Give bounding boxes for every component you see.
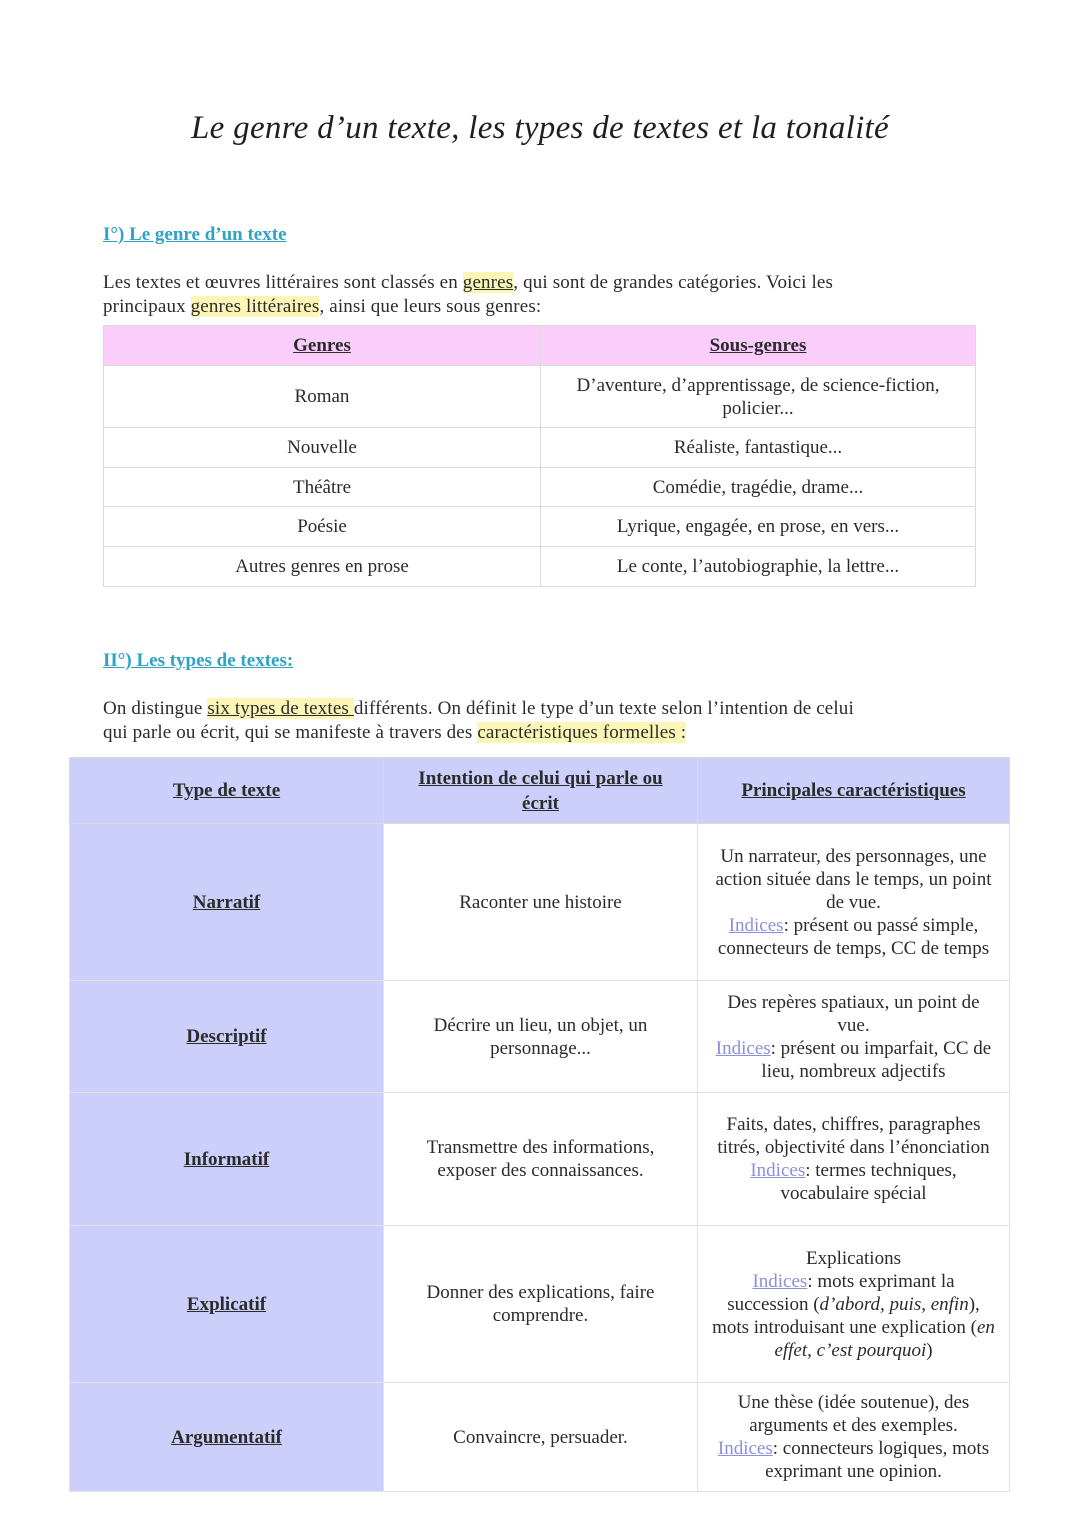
- intention-cell: Décrire un lieu, un objet, un personnage...: [384, 981, 698, 1093]
- type-label: Descriptif: [186, 1026, 267, 1047]
- caracteristiques-lead: Explications: [806, 1247, 901, 1269]
- sous-genres-cell: Lyrique, engagée, en prose, en vers...: [541, 507, 976, 547]
- types-table: [69, 757, 1010, 1492]
- highlight-genres: genres: [462, 272, 514, 293]
- highlight-genres-litteraires: genres littéraires: [190, 296, 320, 317]
- indices-text: ), mots introduisant une explication (: [712, 1293, 980, 1338]
- intro-text: principaux: [103, 296, 191, 317]
- types-intro-paragraph: [103, 697, 854, 745]
- indices-example: d’abord, puis, enfin: [819, 1293, 969, 1315]
- table-row: [70, 981, 1010, 1093]
- genres-table-header-row: [104, 326, 976, 366]
- indices-line: [710, 1270, 997, 1362]
- table-row: [104, 428, 976, 468]
- intention-cell: Raconter une histoire: [384, 824, 698, 981]
- column-header-type: Type de texte: [70, 758, 384, 824]
- indices-label: Indices: [728, 914, 784, 936]
- intro-text: , ainsi que leurs sous genres:: [319, 296, 542, 317]
- table-row: [104, 547, 976, 587]
- type-label: Explicatif: [186, 1293, 267, 1315]
- caracteristiques-cell: [698, 1383, 1010, 1492]
- genres-table-body: [104, 366, 976, 587]
- indices-line: [710, 914, 997, 960]
- highlight-caracteristiques: caractéristiques formelles :: [477, 722, 687, 743]
- caracteristiques-lead: Faits, dates, chiffres, paragraphes titrés, objectivité dans l’énonciation: [717, 1114, 990, 1158]
- intro-text: , qui sont de grandes catégories. Voici les: [513, 272, 834, 293]
- indices-line: [710, 1037, 997, 1083]
- column-header-sous-genres: Sous-genres: [541, 326, 976, 366]
- section-heading-genre: I°) Le genre d’un texte: [103, 224, 287, 245]
- indices-line: [710, 1437, 997, 1483]
- table-row: [70, 1093, 1010, 1226]
- intention-cell: Donner des explications, faire comprendre.: [384, 1226, 698, 1383]
- table-row: [70, 1226, 1010, 1383]
- caracteristiques-cell: [698, 981, 1010, 1093]
- type-cell: [70, 1383, 384, 1492]
- column-header-genres: Genres: [104, 326, 541, 366]
- intention-cell: Convaincre, persuader.: [384, 1383, 698, 1492]
- indices-text: : présent ou imparfait, CC de lieu, nombreux adjectifs: [761, 1037, 992, 1082]
- intro-text: qui parle ou écrit, qui se manifeste à travers des: [103, 722, 478, 743]
- type-label: Argumentatif: [171, 1426, 282, 1448]
- caracteristiques-lead: Des repères spatiaux, un point de vue.: [727, 991, 980, 1036]
- intro-text: différents. On définit le type d’un texte selon l’intention de celui: [353, 698, 854, 719]
- indices-text: : mots exprimant la succession (: [727, 1270, 955, 1315]
- genres-table-head: [104, 326, 976, 366]
- table-row: [104, 366, 976, 428]
- type-label: Informatif: [183, 1148, 270, 1170]
- type-cell: [70, 824, 384, 981]
- indices-text: ): [926, 1339, 933, 1361]
- indices-label: Indices: [715, 1037, 771, 1059]
- sous-genres-cell: D’aventure, d’apprentissage, de science-fiction, policier...: [541, 366, 976, 428]
- indices-text: : présent ou passé simple, connecteurs de temps, CC de temps: [717, 914, 990, 959]
- indices-label: Indices: [752, 1270, 808, 1292]
- page-title: Le genre d’un texte, les types de textes et la tonalité: [191, 110, 889, 146]
- genre-cell: Poésie: [104, 507, 541, 547]
- table-row: [70, 824, 1010, 981]
- caracteristiques-cell: [698, 1093, 1010, 1226]
- highlight-six-types: six types de textes: [207, 698, 354, 719]
- genre-cell: Théâtre: [104, 468, 541, 507]
- type-cell: [70, 981, 384, 1093]
- table-row: [70, 1383, 1010, 1492]
- intention-cell: Transmettre des informations, exposer des connaissances.: [384, 1093, 698, 1226]
- genres-intro-paragraph: [103, 271, 833, 319]
- genre-cell: Autres genres en prose: [104, 547, 541, 587]
- column-header-caracteristiques: Principales caractéristiques: [698, 758, 1010, 824]
- type-label: Narratif: [192, 891, 261, 913]
- types-table-body: [70, 824, 1010, 1492]
- indices-text: : termes techniques, vocabulaire spécial: [780, 1160, 957, 1204]
- indices-label: Indices: [750, 1160, 806, 1181]
- indices-example: en effet, c’est pourquoi: [774, 1316, 995, 1361]
- table-row: [104, 468, 976, 507]
- sous-genres-cell: Le conte, l’autobiographie, la lettre...: [541, 547, 976, 587]
- section-heading-types: II°) Les types de textes:: [103, 650, 294, 671]
- caracteristiques-cell: [698, 824, 1010, 981]
- intro-text: Les textes et œuvres littéraires sont classés en: [103, 272, 463, 293]
- indices-label: Indices: [717, 1438, 773, 1459]
- type-cell: [70, 1226, 384, 1383]
- caracteristiques-cell: [698, 1226, 1010, 1383]
- types-table-header-row: [70, 758, 1010, 824]
- indices-line: [710, 1159, 997, 1205]
- column-header-intention: Intention de celui qui parle ou écrit: [384, 758, 698, 824]
- intro-text: On distingue: [103, 698, 208, 719]
- types-table-head: [70, 758, 1010, 824]
- type-cell: [70, 1093, 384, 1226]
- table-row: [104, 507, 976, 547]
- caracteristiques-lead: Un narrateur, des personnages, une action située dans le temps, un point de vue.: [715, 845, 992, 913]
- genre-cell: Nouvelle: [104, 428, 541, 468]
- indices-text: : connecteurs logiques, mots exprimant une opinion.: [765, 1438, 990, 1482]
- sous-genres-cell: Comédie, tragédie, drame...: [541, 468, 976, 507]
- genres-table: [103, 325, 976, 587]
- genre-cell: Roman: [104, 366, 541, 428]
- caracteristiques-lead: Une thèse (idée soutenue), des arguments et des exemples.: [737, 1392, 970, 1436]
- sous-genres-cell: Réaliste, fantastique...: [541, 428, 976, 468]
